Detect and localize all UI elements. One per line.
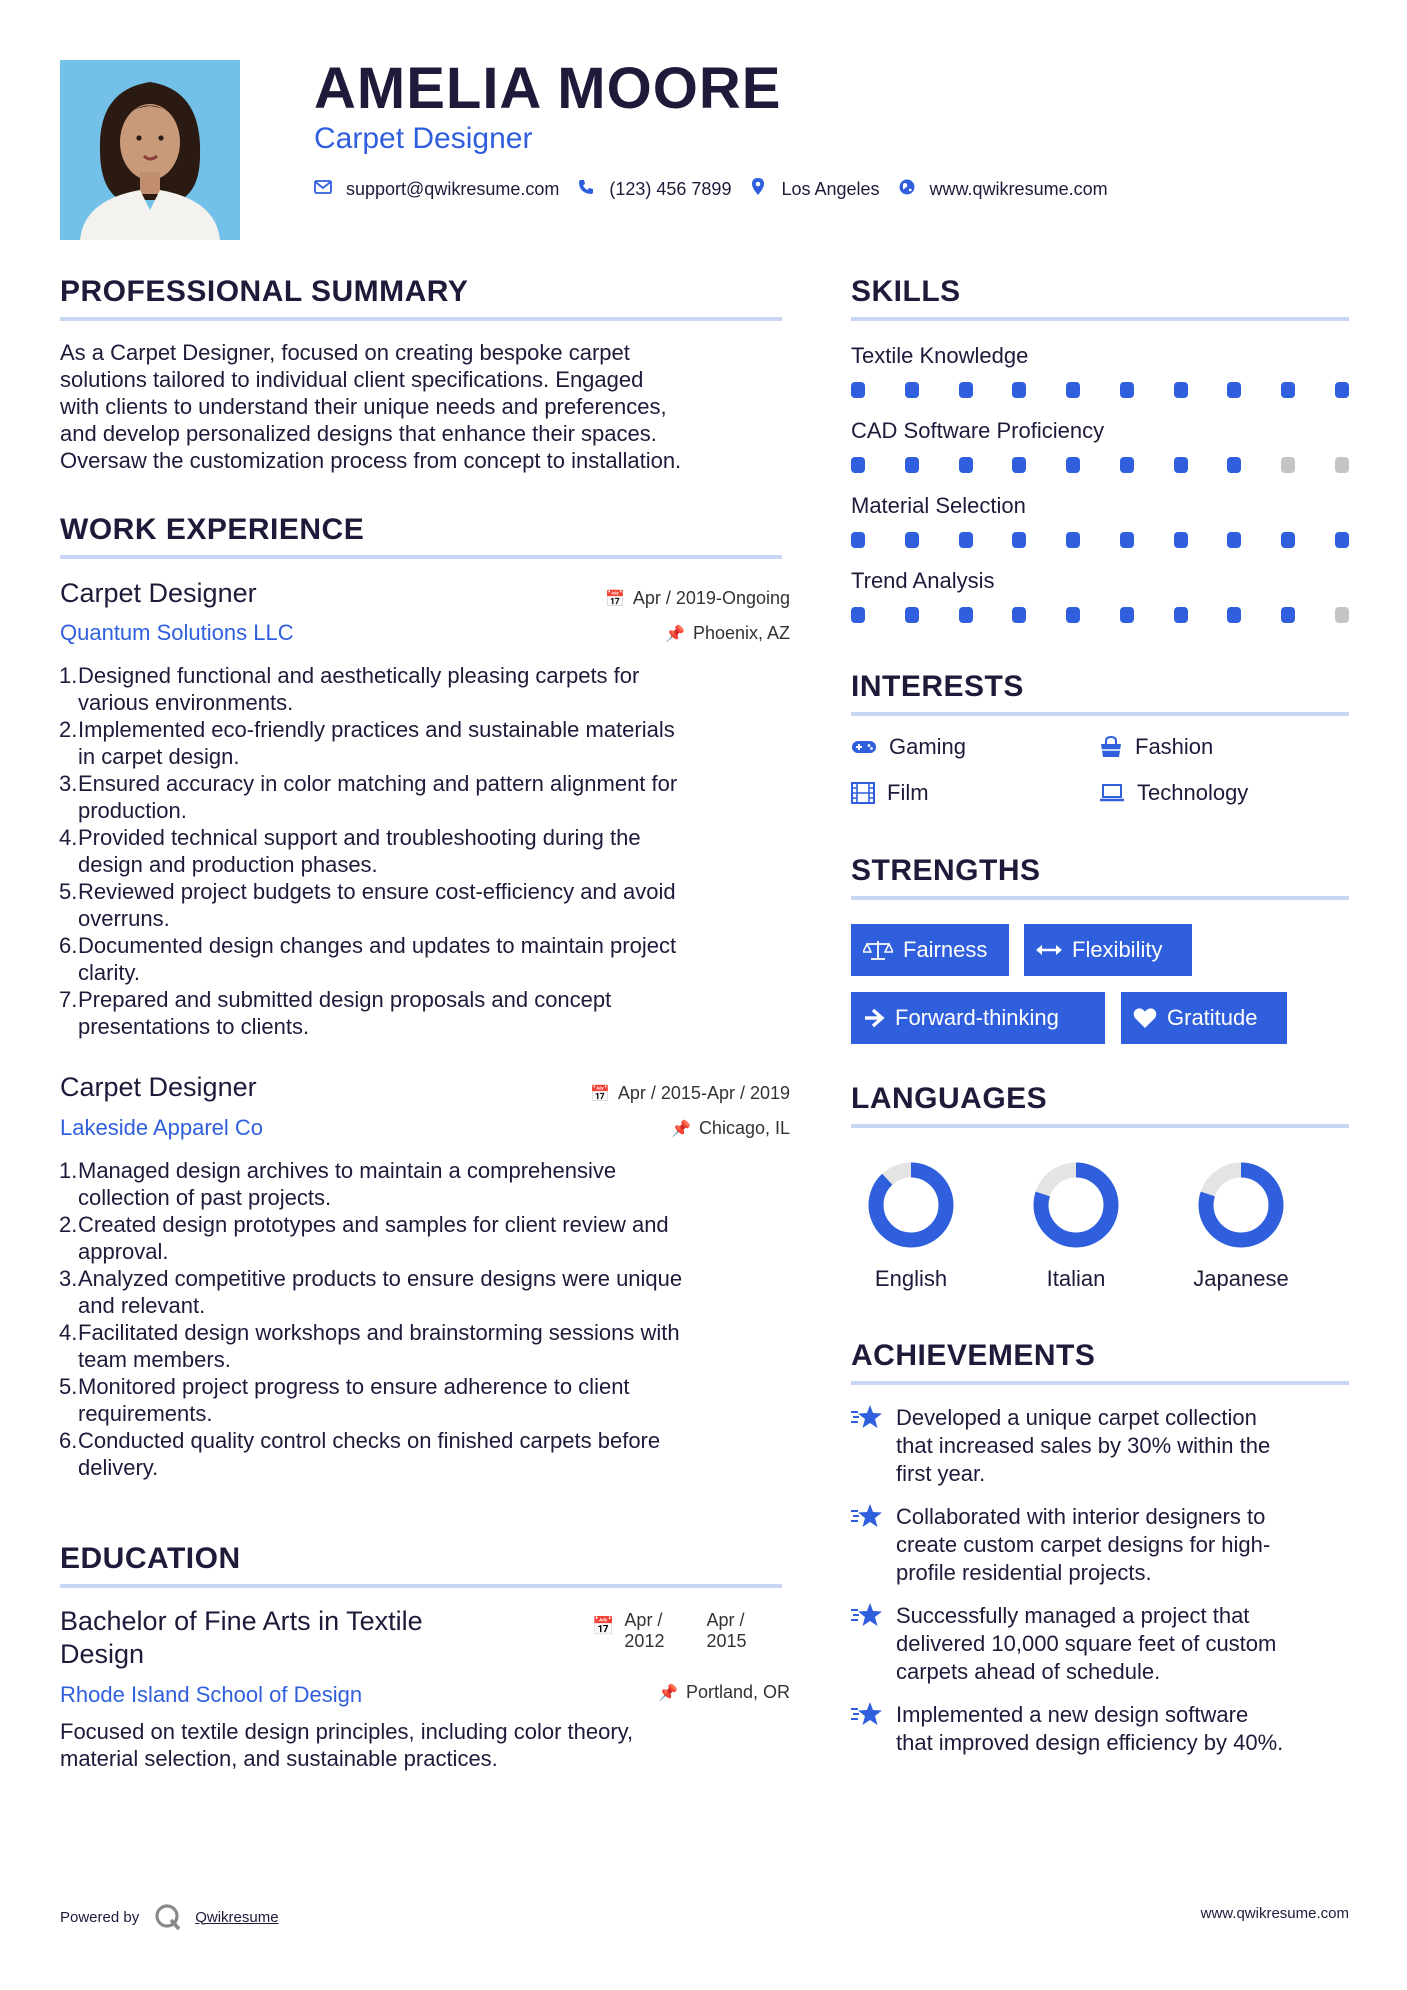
bullet-line: clarity.: [78, 960, 140, 985]
bullet-line: requirements.: [78, 1401, 213, 1426]
degree-line: Bachelor of Fine Arts in Textile: [60, 1606, 423, 1636]
pushpin-icon: 📌: [665, 626, 685, 643]
language-ring: [1196, 1160, 1286, 1250]
strength-tag: [1121, 992, 1287, 1044]
skill-dot-filled: [959, 607, 973, 623]
degree-title: [60, 1605, 540, 1671]
date-part: Apr /: [624, 1610, 663, 1630]
bullet-line: Created design prototypes and samples for client review and: [78, 1212, 669, 1237]
education-description: [60, 1718, 790, 1772]
education-heading: EDUCATION: [60, 1542, 241, 1575]
list-item: [78, 1211, 790, 1265]
achievement-item: [850, 1701, 1355, 1757]
skill-dot-filled: [905, 457, 919, 473]
job-bullets: [60, 662, 790, 1040]
skill-dot-filled: [1120, 607, 1134, 623]
bullet-line: Conducted quality control checks on finished carpets before: [78, 1428, 661, 1453]
job-title: Carpet Designer: [60, 578, 257, 608]
candidate-name: AMELIA MOORE: [314, 56, 782, 121]
calendar-icon: 📅: [604, 591, 625, 608]
achievement-line: delivered 10,000 square feet of custom: [896, 1631, 1277, 1656]
skill-dot-filled: [1012, 532, 1026, 548]
skill-dot-filled: [1174, 382, 1188, 398]
skill-rating: [851, 607, 1349, 623]
job-company: Quantum Solutions LLC: [60, 620, 294, 645]
list-item: [78, 1427, 790, 1481]
skill-dot-filled: [851, 457, 865, 473]
bullet-line: Facilitated design workshops and brainstorming sessions with: [78, 1320, 680, 1345]
languages-divider: [851, 1124, 1349, 1128]
bullet-line: collection of past projects.: [78, 1185, 332, 1210]
achievement-line: profile residential projects.: [896, 1560, 1152, 1585]
achievement-item: [850, 1503, 1355, 1587]
pushpin-icon: 📌: [671, 1121, 691, 1138]
strength-tag: [851, 924, 1009, 976]
job-location-text: Phoenix, AZ: [692, 623, 790, 643]
achievement-item: [850, 1404, 1355, 1488]
list-item: [78, 716, 790, 770]
language-ring: [866, 1160, 956, 1250]
bullet-line: presentations to clients.: [78, 1014, 310, 1039]
balance-scale-icon: [863, 939, 893, 961]
contact-bar: [314, 178, 1126, 200]
globe-icon: [898, 179, 916, 200]
date-part: 2015: [706, 1631, 747, 1651]
date-part: Apr /: [706, 1610, 745, 1630]
strength-label: Flexibility: [1072, 937, 1163, 962]
achievement-line: Successfully managed a project that: [896, 1603, 1250, 1628]
pushpin-icon: 📌: [658, 1685, 678, 1702]
language-japanese: [1181, 1160, 1301, 1292]
arrows-horizontal-icon: [1036, 943, 1062, 957]
strength-tag: [851, 992, 1105, 1044]
interest-technology: [1099, 780, 1248, 806]
skill-dot-filled: [1120, 457, 1134, 473]
list-item: [78, 1157, 790, 1211]
profile-photo: [60, 60, 240, 240]
language-name: Japanese: [1193, 1266, 1289, 1291]
strengths-heading: STRENGTHS: [851, 854, 1041, 887]
list-item: [78, 662, 790, 716]
bullet-line: Designed functional and aesthetically pleasing carpets for: [78, 663, 640, 688]
skill-dot-filled: [1066, 607, 1080, 623]
achievement-item: [850, 1602, 1355, 1686]
languages-heading: LANGUAGES: [851, 1082, 1048, 1115]
skill-name: Textile Knowledge: [851, 343, 1029, 368]
skill-rating: [851, 382, 1349, 398]
language-italian: [1016, 1160, 1136, 1292]
list-item: [78, 770, 790, 824]
summary-divider: [60, 317, 782, 321]
achievement-line: carpets ahead of schedule.: [896, 1659, 1161, 1684]
achievement-line: that increased sales by 30% within the: [896, 1433, 1271, 1458]
date-part: 2012: [624, 1631, 665, 1651]
strength-tag: [1024, 924, 1192, 976]
bullet-line: Documented design changes and updates to maintain project: [78, 933, 677, 958]
interest-label: Film: [887, 780, 929, 805]
footer-website[interactable]: www.qwikresume.com: [1200, 1905, 1349, 1922]
candidate-title: Carpet Designer: [314, 122, 533, 155]
brand-link[interactable]: Qwikresume: [195, 1908, 279, 1926]
language-english: [851, 1160, 971, 1292]
footer-powered-by: [60, 1902, 279, 1932]
arrow-right-icon: [863, 1008, 885, 1028]
envelope-icon: [314, 179, 332, 199]
skill-dot-filled: [1227, 457, 1241, 473]
education-desc-line: material selection, and sustainable practices.: [60, 1746, 498, 1771]
qwikresume-logo-icon: [153, 1902, 183, 1932]
summary-line: Oversaw the customization process from concept to installation.: [60, 448, 682, 473]
achievement-line: that improved design efficiency by 40%.: [896, 1730, 1284, 1755]
skill-dot-filled: [851, 607, 865, 623]
bullet-line: Managed design archives to maintain a comprehensive: [78, 1158, 617, 1183]
map-marker-icon: [749, 178, 767, 200]
interest-label: Gaming: [889, 734, 967, 759]
shopping-bag-icon: [1099, 736, 1123, 758]
skill-dot-filled: [905, 382, 919, 398]
bullet-line: and relevant.: [78, 1293, 206, 1318]
summary-line: with clients to understand their unique needs and preferences,: [60, 394, 667, 419]
star-icon: [850, 1503, 884, 1529]
bullet-line: various environments.: [78, 690, 294, 715]
strength-label: Gratitude: [1167, 1005, 1258, 1030]
list-item: [78, 824, 790, 878]
skill-dot-filled: [1120, 382, 1134, 398]
skill-dot-filled: [1227, 607, 1241, 623]
skill-name: Trend Analysis: [851, 568, 995, 593]
school-name: Rhode Island School of Design: [60, 1682, 363, 1707]
calendar-icon: 📅: [592, 1616, 615, 1636]
skill-dot-empty: [1281, 457, 1295, 473]
education-divider: [60, 1584, 782, 1588]
bullet-line: overruns.: [78, 906, 170, 931]
bullet-line: Prepared and submitted design proposals and concept: [78, 987, 612, 1012]
language-name: Italian: [1046, 1266, 1106, 1291]
job-title: Carpet Designer: [60, 1072, 257, 1102]
summary-line: solutions tailored to individual client specifications. Engaged: [60, 367, 644, 392]
interest-fashion: [1099, 734, 1213, 760]
phone-icon: [577, 179, 595, 200]
contact-phone[interactable]: (123) 456 7899: [609, 178, 732, 199]
skill-dot-filled: [959, 532, 973, 548]
summary-line: As a Carpet Designer, focused on creating bespoke carpet: [60, 340, 630, 365]
achievement-text: [896, 1404, 1270, 1488]
summary-line: and develop personalized designs that enhance their spaces.: [60, 421, 657, 446]
bullet-line: in carpet design.: [78, 744, 240, 769]
skill-dot-filled: [1174, 607, 1188, 623]
gamepad-icon: [851, 739, 877, 755]
bullet-line: delivery.: [78, 1455, 159, 1480]
language-name: English: [874, 1266, 948, 1291]
film-icon: [851, 782, 875, 804]
skill-dot-filled: [1066, 532, 1080, 548]
star-icon: [850, 1404, 884, 1430]
degree-line: Design: [60, 1639, 145, 1669]
contact-location: Los Angeles: [781, 178, 880, 199]
skill-dot-filled: [1174, 532, 1188, 548]
achievement-text: [896, 1503, 1270, 1587]
list-item: [78, 986, 790, 1040]
education-end: [706, 1610, 746, 1652]
skill-dot-filled: [851, 382, 865, 398]
achievement-text: [896, 1602, 1276, 1686]
contact-email[interactable]: support@qwikresume.com: [346, 178, 560, 199]
bullet-line: Ensured accuracy in color matching and pattern alignment for: [78, 771, 678, 796]
skill-dot-filled: [851, 532, 865, 548]
list-item: [78, 932, 790, 986]
interest-label: Technology: [1137, 780, 1249, 805]
skill-dot-filled: [1012, 457, 1026, 473]
powered-by-text: Powered by: [60, 1908, 140, 1926]
contact-website[interactable]: www.qwikresume.com: [929, 178, 1108, 199]
skill-dot-filled: [959, 457, 973, 473]
job-dates-text: Apr / 2015-Apr / 2019: [617, 1083, 790, 1103]
education-dates: [592, 1610, 747, 1652]
summary-heading: PROFESSIONAL SUMMARY: [60, 275, 469, 308]
skills-heading: SKILLS: [851, 275, 961, 308]
star-icon: [850, 1701, 884, 1727]
education-desc-line: Focused on textile design principles, including color theory,: [60, 1719, 634, 1744]
bullet-line: Provided technical support and troubleshooting during the: [78, 825, 641, 850]
achievement-text: [896, 1701, 1283, 1757]
skill-dot-filled: [905, 607, 919, 623]
skill-dot-filled: [1335, 382, 1349, 398]
list-item: [78, 1319, 790, 1373]
skill-dot-empty: [1335, 607, 1349, 623]
job-dates-text: Apr / 2019-Ongoing: [632, 588, 790, 608]
bullet-line: design and production phases.: [78, 852, 378, 877]
strengths-divider: [851, 896, 1349, 900]
strength-label: Forward-thinking: [895, 1005, 1059, 1030]
job-location-text: Chicago, IL: [698, 1118, 790, 1138]
achievement-line: first year.: [896, 1461, 986, 1486]
bullet-line: production.: [78, 798, 187, 823]
skill-dot-filled: [1281, 382, 1295, 398]
interests-heading: INTERESTS: [851, 670, 1024, 703]
job-dates: [605, 588, 790, 609]
bullet-line: team members.: [78, 1347, 231, 1372]
job-location: [665, 623, 790, 644]
achievement-line: Developed a unique carpet collection: [896, 1405, 1257, 1430]
skill-dot-filled: [1012, 382, 1026, 398]
heart-icon: [1133, 1007, 1157, 1029]
job-dates: [590, 1083, 790, 1104]
skill-dot-filled: [1281, 532, 1295, 548]
interest-label: Fashion: [1135, 734, 1214, 759]
list-item: [78, 1265, 790, 1319]
achievements-divider: [851, 1381, 1349, 1385]
bullet-line: Monitored project progress to ensure adherence to client: [78, 1374, 630, 1399]
strength-label: Fairness: [903, 937, 988, 962]
work-divider: [60, 555, 782, 559]
language-ring-fill: [876, 1170, 946, 1240]
skill-dot-filled: [959, 382, 973, 398]
skill-dot-filled: [1066, 382, 1080, 398]
achievement-line: Implemented a new design software: [896, 1702, 1249, 1727]
list-item: [78, 878, 790, 932]
education-start: [624, 1610, 664, 1652]
skill-name: CAD Software Proficiency: [851, 418, 1105, 443]
education-location-text: Portland, OR: [685, 1682, 790, 1702]
skill-dot-filled: [1335, 532, 1349, 548]
list-item: [78, 1373, 790, 1427]
skill-dot-filled: [1227, 532, 1241, 548]
interest-gaming: [851, 734, 966, 760]
job-company: Lakeside Apparel Co: [60, 1115, 264, 1140]
bullet-line: Reviewed project budgets to ensure cost-efficiency and avoid: [78, 879, 676, 904]
skill-name: Material Selection: [851, 493, 1026, 518]
star-icon: [850, 1602, 884, 1628]
skills-divider: [851, 317, 1349, 321]
interests-divider: [851, 712, 1349, 716]
bullet-line: Analyzed competitive products to ensure designs were unique: [78, 1266, 683, 1291]
skill-dot-filled: [1012, 607, 1026, 623]
achievement-line: create custom carpet designs for high-: [896, 1532, 1271, 1557]
skill-rating: [851, 532, 1349, 548]
bullet-line: Implemented eco-friendly practices and sustainable materials: [78, 717, 675, 742]
skill-dot-filled: [905, 532, 919, 548]
skill-dot-filled: [1281, 607, 1295, 623]
calendar-icon: 📅: [589, 1086, 610, 1103]
language-ring: [1031, 1160, 1121, 1250]
job-bullets: [60, 1157, 790, 1481]
achievement-line: Collaborated with interior designers to: [896, 1504, 1266, 1529]
interest-film: [851, 780, 929, 806]
job-location: [671, 1118, 790, 1139]
skill-rating: [851, 457, 1349, 473]
bullet-line: approval.: [78, 1239, 169, 1264]
skill-dot-filled: [1120, 532, 1134, 548]
skill-dot-empty: [1335, 457, 1349, 473]
skill-dot-filled: [1227, 382, 1241, 398]
skill-dot-filled: [1174, 457, 1188, 473]
work-heading: WORK EXPERIENCE: [60, 513, 365, 546]
skill-dot-filled: [1066, 457, 1080, 473]
summary-text: [60, 339, 790, 474]
education-location: [658, 1682, 790, 1703]
laptop-icon: [1099, 783, 1125, 803]
achievements-heading: ACHIEVEMENTS: [851, 1339, 1096, 1372]
